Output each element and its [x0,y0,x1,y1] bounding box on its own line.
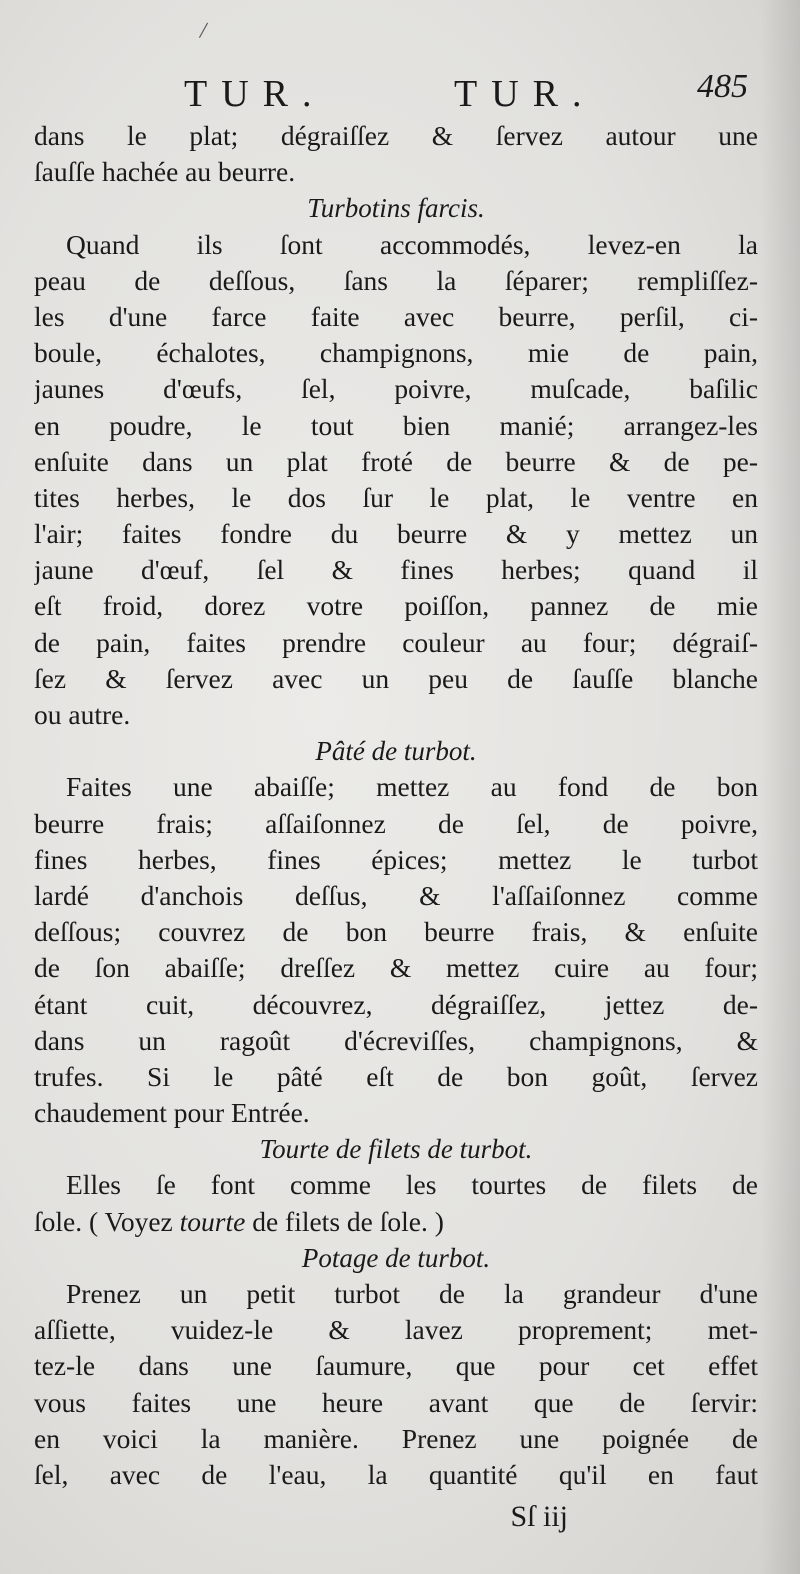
text-line: dans le plat; dégraiſſez & ſervez autour une [34,120,758,151]
running-head-left: TUR. [184,73,326,115]
section-heading: Tourte de filets de turbot. [259,1134,533,1165]
section-pate-de-turbot [34,733,758,1131]
text-line: étant cuit, découvrez, dégraiſſez, jettez de- [34,988,758,1020]
text-line: enſuite dans un plat froté de beurre & de pe- [34,445,758,477]
running-head-right: TUR. [454,73,596,115]
section-tourte-de-filets [34,1131,758,1240]
running-head [34,68,758,118]
text-line: l'air; faites fondre du beurre & y mettez un [34,518,758,550]
section-turbotins-farcis [34,190,758,733]
paragraph-continuation [34,118,758,190]
section-heading: Pâté de turbot. [315,736,477,767]
text-line: de pain, faites prendre couleur au four; dégraiſ- [34,626,758,658]
text-line: de ſon abaiſſe; dreſſez & mettez cuire au four; [34,952,758,984]
page-number: 485 [697,68,748,105]
text-run: de filets de ſole. ) [245,1205,444,1237]
text-line: boule, échalotes, champignons, mie de pain, [34,337,758,369]
text-line: dans un ragoût d'écreviſſes, champignons, & [34,1024,758,1056]
text-line: les d'une farce faite avec beurre, perſil, ci- [34,300,758,332]
text-line: ou autre. [34,699,131,730]
text-line: aſſiette, vuidez-le & lavez proprement; met- [34,1314,758,1346]
text-line: ſez & ſervez avec un peu de ſauſſe blanche [34,662,758,694]
text-line: Prenez un petit turbot de la grandeur d'une [66,1278,758,1309]
section-potage-de-turbot [34,1240,758,1493]
text-line: eſt froid, dorez votre poiſſon, pannez de mie [34,590,758,622]
text-line: ſauſſe hachée au beurre. [34,156,296,188]
text-line: jaunes d'œufs, ſel, poivre, muſcade, baſilic [34,373,758,405]
section-heading: Turbotins farcis. [307,193,485,224]
text-line: lardé d'anchois deſſus, & l'aſſaiſonnez comme [34,879,758,911]
text-line: tez-le dans une ſaumure, que pour cet effet [34,1350,758,1382]
text-line: trufes. Si le pâté eſt de bon goût, ſervez [34,1060,758,1092]
page-edge-shadow [760,0,800,1574]
text-line: ſel, avec de l'eau, la quantité qu'il en faut [34,1458,758,1490]
text-line: vous faites une heure avant que de ſervir: [34,1386,758,1418]
text-line: Faites une abaiſſe; mettez au fond de bon [66,771,758,803]
italic-run: tourte [179,1205,246,1237]
text-line: Elles ſe font comme les tourtes de filets de [66,1169,758,1201]
text-line: chaudement pour Entrée. [34,1097,310,1129]
text-line: beurre frais; aſſaiſonnez de ſel, de poivre, [34,807,758,839]
text-line: en poudre, le tout bien manié; arrangez-les [34,409,758,441]
text-line: peau de deſſous, ſans la ſéparer; rempliſſez- [34,264,758,296]
section-heading: Potage de turbot. [301,1242,491,1273]
text-line [34,1204,758,1240]
signature-mark: Sſ iij [510,1500,568,1534]
corner-mark: / [197,17,209,45]
text-run: ſole. ( Voyez [34,1205,180,1237]
text-line: Quand ils ſont accommodés, levez-en la [66,228,758,260]
text-line: deſſous; couvrez de bon beurre frais, & enſuite [34,916,758,948]
text-line: jaune d'œuf, ſel & fines herbes; quand il [34,554,758,586]
text-line: tites herbes, le dos ſur le plat, le ventre en [34,481,758,513]
text-line: en voici la manière. Prenez une poignée de [34,1422,758,1454]
text-line: fines herbes, fines épices; mettez le turbot [34,843,758,875]
